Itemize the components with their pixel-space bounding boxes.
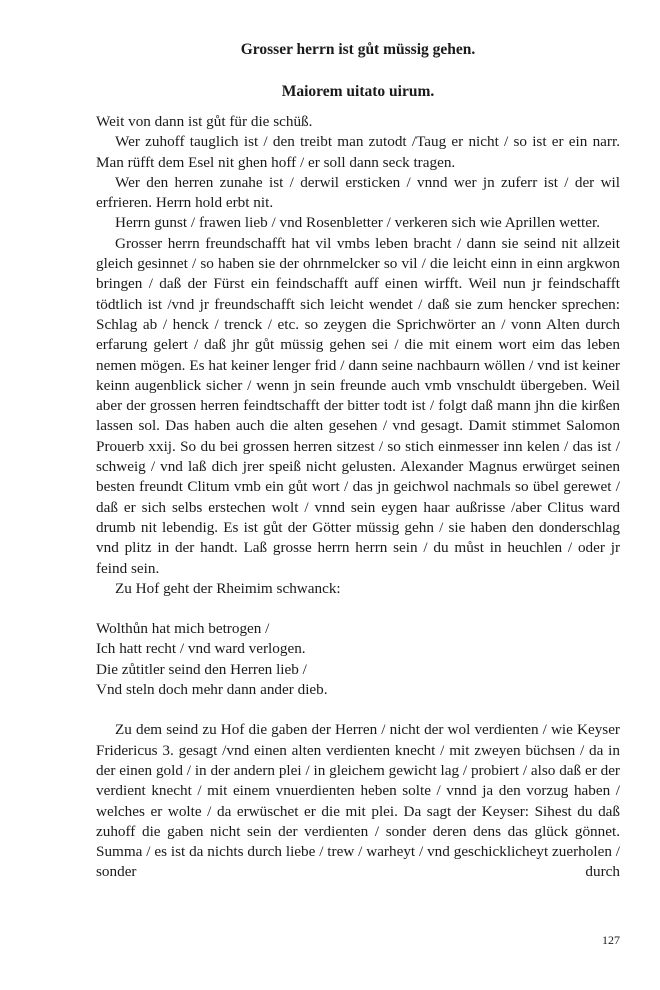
chapter-subtitle: Maiorem uitato uirum.: [281, 83, 435, 100]
paragraph: Grosser herrn freundschafft hat vil vmbs leben bracht / dann sie seind nit allzeit gleich gesinnet / so haben sie der ohrnmelcker so vil / die leicht einn in einn argkwon bringen / daß der Fürst ein feindschafft auff einen wirfft. Weil nun jr feindschafft tödtlich ist /vnd jr freundschafft sich leicht wendet / daß sie zum hencker sprechen: Schlag ab / henck / trenck / etc. so zeygen die Sprichwörter an / vonn Alten durch erfarung gelert / daß jhr gůt müssig gehen sei / die mit einem wort eim das leben nemen mögen. Es hat keiner lenger frid / dann seine nachbaurn wöllen / vnd ist keiner keinn augenblick sicher / wenn jn sein freunde auch vmb vnschuldt übergeben. Weil aber der grossen herren feindtschafft der bitter todt ist / folgt daß mann jhn die kirßen lassen sol. Das haben auch die alten gesehen / vnd gesagt. Damit stimmet Salomon Prouerb xxij. So du bei grossen herren sitzest / so stich einmesser inn kelen / das ist / schweig / vnd laß dich jrer speiß nicht gelusten. Alexander Magnus erwürget seinen besten freundt Clitum vmb ein gůt wort / das jn geichwol nachmals so übel gerewet / daß er sich selbs erstechen wolt / vnnd sein eygen haar außrisse /aber Clitus ward drumb nit lebendig. Es ist gůt der Götter müssig gehn / sie haben den donderschlag vnd plitz in der handt. Laß grosse herrn herrn sein / du můst in heuchlen / oder jr feind sein.: [96, 234, 620, 577]
paragraph: Wer den herren zunahe ist / derwil ersticken / vnnd wer jn zuferr ist / der wil erfrieren. Herrn hold erbt nit.: [96, 173, 620, 212]
main-text: [96, 112, 620, 883]
paragraph: Wer zuhoff tauglich ist / den treibt man zutodt /Taug er nicht / so ist er ein narr. Man rüfft dem Esel nit ghen hoff / er soll dann seck tragen.: [96, 133, 620, 171]
verse-block: [96, 619, 620, 700]
verse-line: Ich hatt recht / vnd ward verlogen.: [96, 640, 306, 658]
paragraph-opening: Weit von dann ist gůt für die schüß.: [96, 113, 313, 130]
verse-line: Wolthůn hat mich betrogen /: [96, 620, 270, 638]
paragraph-closing: Zu dem seind zu Hof die gaben der Herren / nicht der wol verdienten / wie Keyser Fridericus 3. gesagt /vnd einen alten verdienten knecht / mit zweyen büchsen / da in der einen gold / in der andern plei / in gleichem gewicht lag / probiert / also daß er der verdient knecht / mit einem vnuerdienten heben solte / vnnd ja den vorzug haben / welches er wolte / da erwüschet er die mit plei. Da sagt der Keyser: Sihest du daß zuhoff die gaben nicht sein der verdienten / sonder deren dens das glück gönnet. Summa / es ist da nichts durch liebe / trew / warheyt / vnd geschicklicheyt zuerholen / sonder durch: [96, 721, 620, 881]
verse-line: Vnd steln doch mehr dann ander dieb.: [96, 681, 328, 699]
paragraph: Herrn gunst / frawen lieb / vnd Rosenbletter / verkeren sich wie Aprillen wetter.: [115, 214, 601, 232]
verse-line: Die zůtitler seind den Herren lieb /: [96, 660, 307, 678]
paragraph: Zu Hof geht der Rheimim schwanck:: [115, 579, 341, 597]
page-number: 127: [602, 933, 620, 947]
chapter-title: Grosser herrn ist gůt müssig gehen.: [240, 41, 476, 58]
